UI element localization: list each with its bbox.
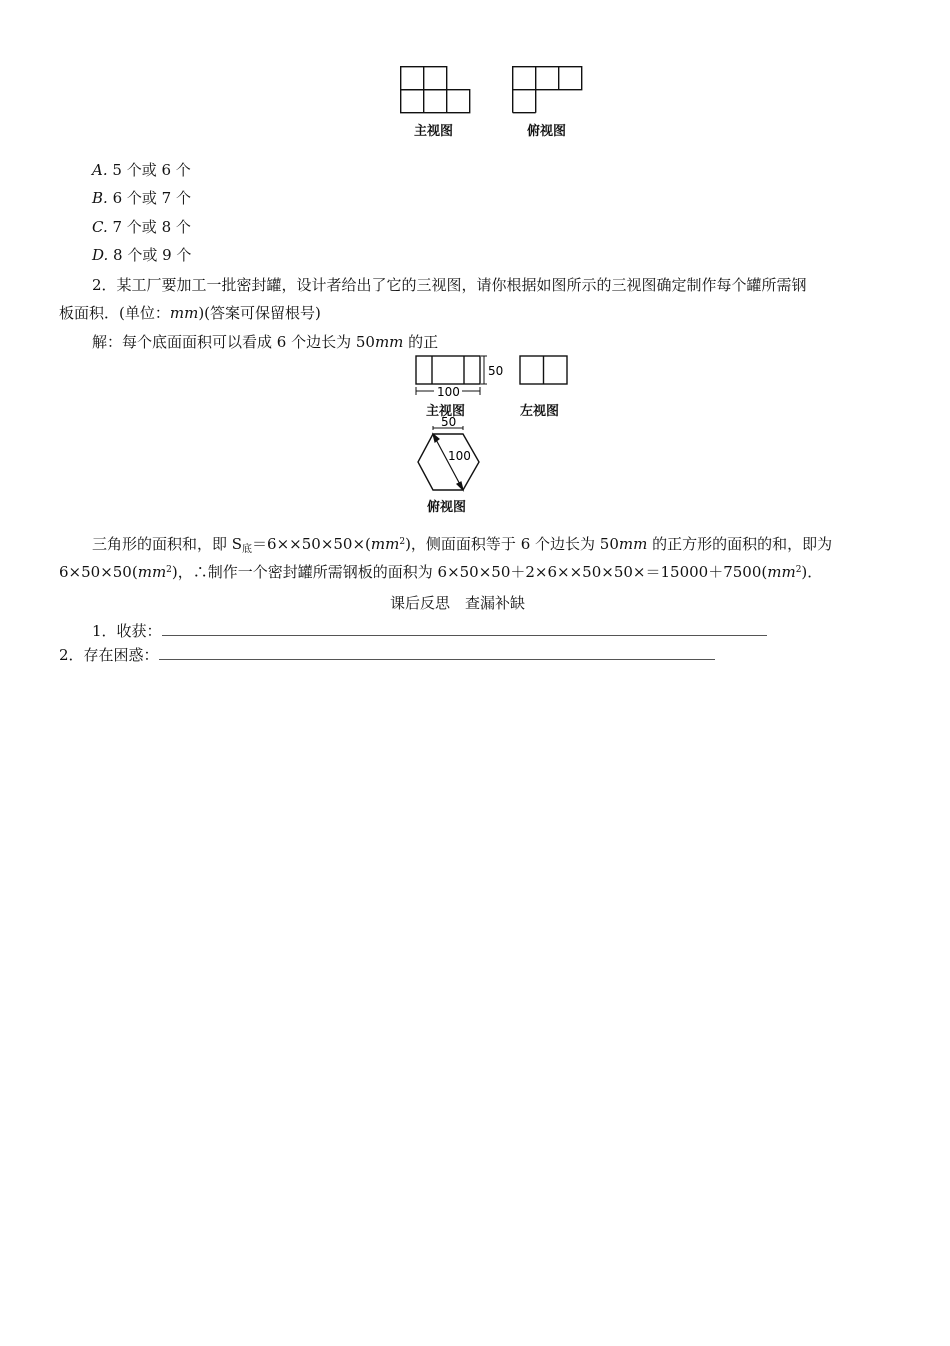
figure2-dim-height: 50 (488, 364, 504, 378)
solution-line2 (92, 533, 832, 555)
solution-line2-c: )，侧面面积等于 6 个边长为 50 (405, 535, 619, 553)
figure2-dim-width: 100 (437, 385, 460, 399)
figure1-front-view (400, 66, 472, 114)
solution-line1-b: 的正 (403, 333, 439, 351)
solution-line1-unit: mm (374, 333, 404, 351)
figure2-top-view-label: 俯视图 (427, 500, 467, 515)
solution-line2-sup: 2 (399, 537, 406, 547)
option-d (92, 244, 191, 265)
reflection-title: 课后反思 查漏补缺 (390, 594, 526, 612)
question2-line2-a: 板面积．(单位： (59, 304, 170, 322)
solution-line2-unit2: mm (618, 535, 648, 553)
solution-line3-a: 6×50×50( (59, 563, 138, 581)
solution-line2-sub: 底 (242, 544, 253, 555)
solution-line3 (59, 561, 822, 582)
figure1-top-view (512, 66, 584, 114)
solution-line1 (92, 331, 438, 352)
reflection-gain-label: 1．收获： (92, 622, 162, 640)
reflection-confusion (59, 644, 715, 665)
figure2-left-view-label: 左视图 (520, 404, 560, 419)
option-b-text: 6 个或 7 个 (107, 189, 191, 207)
figure2-front-view-label: 主视图 (426, 404, 466, 419)
question2-unit: mm (169, 304, 199, 322)
option-a-text: 5 个或 6 个 (107, 161, 191, 179)
option-b (92, 187, 191, 208)
solution-line3-b: )，∴制作一个密封罐所需钢板的面积为 6×50×50＋2×6××50×50×＝15000＋7500( (171, 563, 768, 581)
solution-line3-sup: 2 (166, 565, 172, 575)
question2-line2-b: )(答案可保留根号) (198, 304, 321, 322)
solution-line3-unit: mm (137, 563, 167, 581)
solution-line2-b: ＝6××50×50×( (252, 535, 371, 553)
option-c-text: 7 个或 8 个 (107, 218, 191, 236)
reflection-gain-blank[interactable] (162, 621, 767, 636)
reflection-gain (92, 620, 767, 641)
option-d-letter: D. (92, 246, 109, 264)
option-a-letter: A. (92, 161, 108, 179)
figure1-top-view-label: 俯视图 (527, 124, 567, 139)
question2-line2 (59, 302, 321, 323)
reflection-confusion-blank[interactable] (159, 645, 715, 660)
figure2-left-view (519, 355, 569, 387)
figure1-front-view-label: 主视图 (414, 124, 454, 139)
figure2-dim-diagonal: 100 (448, 449, 471, 463)
figure2-top-view (416, 414, 482, 492)
option-c-letter: C. (92, 218, 108, 236)
solution-line2-d: 的正方形的面积的和，即为 (647, 535, 833, 553)
option-c (92, 216, 191, 237)
solution-line2-a: 三角形的面积和，即 S (92, 535, 243, 553)
solution-line1-a: 解：每个底面面积可以看成 6 个边长为 50 (92, 333, 375, 351)
option-a (92, 159, 191, 180)
question2-line1: 2．某工厂要加工一批密封罐，设计者给出了它的三视图，请你根据如图所示的三视图确定制作每个罐所需钢 (92, 276, 807, 294)
figure2-dim-side: 50 (441, 415, 457, 429)
option-d-text: 8 个或 9 个 (108, 246, 192, 264)
option-b-letter: B. (92, 189, 108, 207)
solution-line3-unit2: mm (767, 563, 796, 581)
solution-line3-sup2: 2 (795, 565, 802, 575)
figure2-front-view (414, 355, 514, 399)
solution-line2-unit: mm (370, 535, 400, 553)
reflection-confusion-label: 2．存在困惑： (59, 646, 159, 664)
solution-line3-c: )． (801, 563, 823, 581)
